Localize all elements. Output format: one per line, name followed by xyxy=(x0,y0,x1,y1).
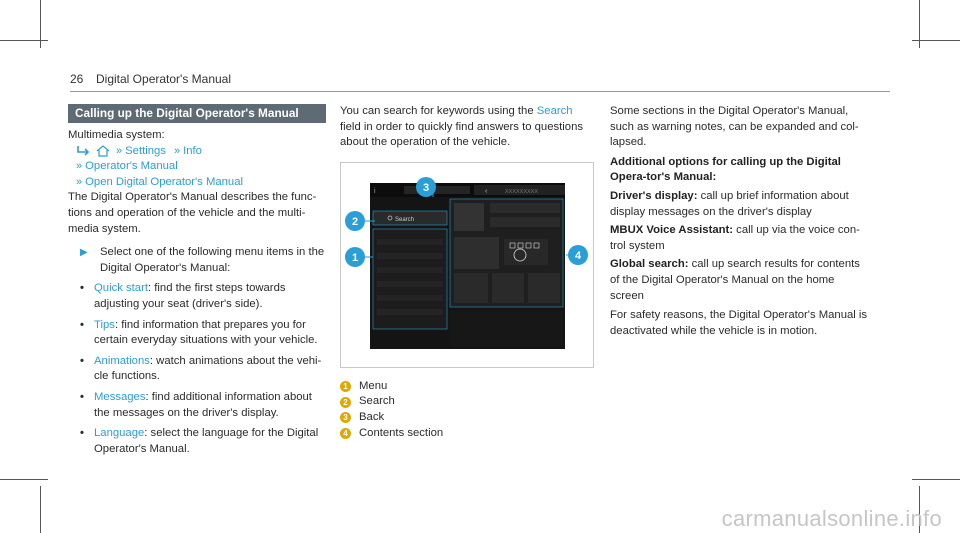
figure-legend xyxy=(340,379,596,441)
list-item-desc: : find additional information about the messages on the driver's display. xyxy=(94,390,312,419)
bullet-icon: • xyxy=(80,427,84,440)
lead-text: Multimedia system: xyxy=(68,129,165,141)
nav-open-manual[interactable]: Open Digital Operator's Manual xyxy=(85,175,244,188)
bullet-icon: • xyxy=(80,354,84,367)
link-language[interactable]: Language xyxy=(94,427,145,440)
svg-text:4: 4 xyxy=(574,249,582,262)
legend-label: Contents section xyxy=(359,426,444,439)
svg-text:i: i xyxy=(374,187,376,195)
list-item xyxy=(68,354,326,385)
list-item-desc: : watch animations about the vehi-cle functions. xyxy=(94,354,322,383)
callout-1 xyxy=(345,247,365,267)
action-arrow-icon: ▶ xyxy=(80,247,88,259)
action-text: Select one of the following menu items in the Digital Operator's Manual: xyxy=(100,246,325,274)
section-title: Calling up the Digital Operator's Manual xyxy=(68,104,326,123)
figure-manual-screen xyxy=(340,162,594,368)
legend-number: 1 xyxy=(340,381,351,392)
intro-pre: You can search for keywords using the xyxy=(340,105,537,117)
option-term: Driver's display: xyxy=(610,189,698,202)
list-item xyxy=(68,281,326,312)
chevron-right-icon: » xyxy=(116,144,123,157)
legend-number: 2 xyxy=(340,397,351,408)
crop-mark xyxy=(40,486,41,533)
option-term: Global search: xyxy=(610,258,689,271)
intro-text: The Digital Operator's Manual describes the func-tions and operation of the vehicle and the multi-media system. xyxy=(68,191,317,235)
action-step xyxy=(68,245,326,276)
watermark: carmanualsonline.info xyxy=(721,506,942,532)
callout-4 xyxy=(568,245,588,265)
bullet-icon: • xyxy=(80,390,84,403)
return-arrow-icon xyxy=(76,146,90,156)
column-middle xyxy=(340,104,596,441)
option-term: MBUX Voice Assistant: xyxy=(610,224,734,237)
chevron-right-icon: » xyxy=(173,144,181,157)
running-header: Digital Operator's Manual xyxy=(96,72,232,86)
screen-header-text: XXXXXXXXX xyxy=(505,188,539,195)
nav-path-row-2 xyxy=(68,159,326,175)
callout-3 xyxy=(416,177,436,197)
svg-text:‹: ‹ xyxy=(485,187,488,195)
crop-mark xyxy=(912,40,960,41)
callout-2 xyxy=(345,211,365,231)
legend-label: Search xyxy=(359,395,395,408)
link-tips[interactable]: Tips xyxy=(94,318,115,331)
option-desc: call up via the voice con-trol system xyxy=(610,224,860,252)
svg-text:3: 3 xyxy=(422,181,430,194)
subheading-additional-options: Additional options for calling up the Digital Opera-tor's Manual: xyxy=(610,155,841,184)
nav-info[interactable]: Info xyxy=(183,144,202,157)
link-search[interactable]: Search xyxy=(536,105,573,117)
list-item-text xyxy=(94,318,326,349)
paragraph-expandable-sections: Some sections in the Digital Operator's Manual, such as warning notes, can be expanded and col-lapsed. xyxy=(610,105,859,149)
legend-label: Back xyxy=(359,410,385,423)
option-desc: call up brief information about display messages on the driver's display xyxy=(610,189,849,218)
header-rule xyxy=(70,91,890,92)
list-item-text xyxy=(94,354,326,385)
legend-item xyxy=(340,379,596,395)
intro-post: field in order to quickly find answers to questions about the operation of the vehicle. xyxy=(340,120,584,149)
legend-item xyxy=(340,410,596,426)
list-item xyxy=(68,426,326,457)
list-item-text xyxy=(94,426,326,457)
list-item-text xyxy=(94,281,326,312)
crop-mark xyxy=(0,40,48,41)
legend-item xyxy=(340,426,596,442)
chevron-right-icon: » xyxy=(76,160,83,173)
list-item-text xyxy=(94,390,326,421)
option-desc: call up search results for contents of the Digital Operator's Manual on the home screen xyxy=(610,258,860,302)
paragraph-safety: For safety reasons, the Digital Operator's Manual is deactivated while the vehicle is in motion. xyxy=(610,309,868,337)
svg-text:2: 2 xyxy=(351,215,359,228)
list-item-desc: : find information that prepares you for certain everyday situations with your vehicle. xyxy=(94,318,318,347)
legend-number: 3 xyxy=(340,412,351,423)
list-item-desc: : find the first steps towards adjusting your seat (driver's side). xyxy=(94,282,286,310)
home-icon[interactable] xyxy=(96,145,110,157)
chevron-right-icon: » xyxy=(76,175,83,188)
crop-mark xyxy=(912,479,960,480)
nav-path-row-3 xyxy=(68,175,326,191)
svg-text:1: 1 xyxy=(351,251,359,264)
bullet-icon: • xyxy=(80,318,84,331)
page-number: 26 xyxy=(70,72,84,86)
column-left xyxy=(68,104,326,457)
callout-overlay xyxy=(341,163,593,367)
list-item-desc: : select the language for the Digital Operator's Manual. xyxy=(94,427,319,455)
option-item xyxy=(610,189,870,220)
nav-settings[interactable]: Settings xyxy=(125,144,166,157)
search-intro xyxy=(340,104,596,151)
link-quick-start[interactable]: Quick start xyxy=(94,282,148,295)
legend-label: Menu xyxy=(359,379,388,392)
legend-number: 4 xyxy=(340,428,351,439)
list-item xyxy=(68,318,326,349)
nav-operators-manual[interactable]: Operator's Manual xyxy=(85,160,178,173)
nav-path-row-1 xyxy=(68,144,326,160)
screen-search-text: Search xyxy=(395,216,415,223)
link-messages[interactable]: Messages xyxy=(94,390,146,403)
option-item xyxy=(610,223,870,254)
list-item xyxy=(68,390,326,421)
legend-item xyxy=(340,394,596,410)
crop-mark xyxy=(0,479,48,480)
bullet-icon: • xyxy=(80,282,84,295)
column-right xyxy=(610,104,870,339)
link-animations[interactable]: Animations xyxy=(94,354,150,367)
option-item xyxy=(610,257,870,304)
